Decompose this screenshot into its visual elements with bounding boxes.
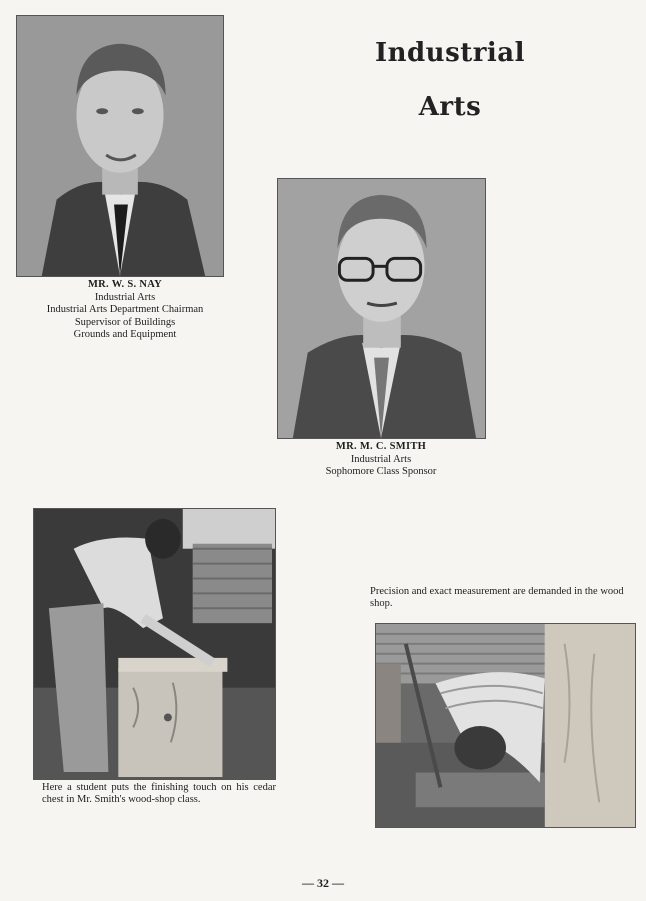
caption-precision: Precision and exact measurement are demanded in the wood shop. — [370, 586, 624, 609]
caption-smith — [296, 441, 466, 479]
teacher-title-line: Industrial Arts Department Chairman — [46, 304, 204, 315]
teacher-title-line: Industrial Arts — [94, 291, 156, 303]
page-number: — 32 — — [302, 876, 344, 890]
teacher-name: MR. M. C. SMITH — [335, 441, 427, 452]
photo-woodshop-student — [33, 508, 276, 780]
teacher-name: MR. W. S. NAY — [87, 279, 163, 290]
portrait-nay — [16, 15, 224, 277]
teacher-title-line: Grounds and Equipment — [73, 329, 177, 340]
page-title-line2: Arts — [418, 92, 482, 122]
photo-precision-measurement — [375, 623, 636, 828]
caption-nay — [20, 279, 230, 342]
teacher-title-line: Industrial Arts — [350, 453, 412, 465]
teacher-title-line: Sophomore Class Sponsor — [325, 466, 437, 477]
portrait-smith — [277, 178, 486, 439]
page-title-line1: Industrial — [374, 38, 526, 68]
teacher-title-line: Supervisor of Buildings — [74, 316, 176, 328]
caption-woodshop: Here a student puts the finishing touch on his cedar chest in Mr. Smith's wood-shop class. — [42, 782, 276, 805]
